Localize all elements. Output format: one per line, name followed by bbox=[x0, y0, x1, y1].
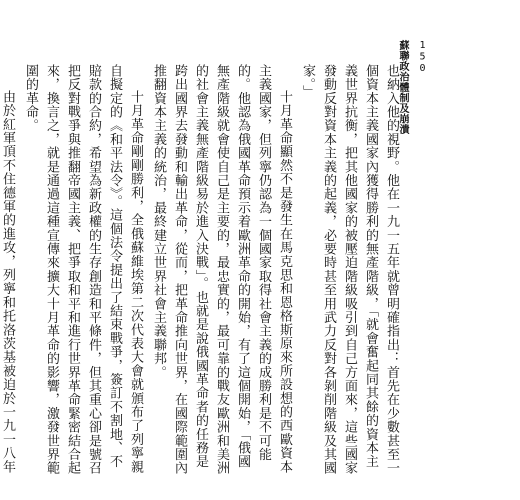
running-head: 蘇聯政治體制及崩潰 bbox=[397, 40, 408, 135]
paragraph-1: 也納入他的視野。他在一九一五年就曾明確指出：首先在少數甚至一個資本主義國家內獲得勝利的無產階級，「就會奮起同其餘的資本主義世界抗衡，把其他國家的被壓迫階級吸引到自己方面來，這些國家發動反對資本主義的起義，必要時甚至用武力反對各剝削階級及其國家。」 bbox=[300, 64, 399, 475]
paragraph-4: 由於紅軍頂不住德軍的進攻，列寧和托洛茨基被迫於一九一八年 bbox=[0, 90, 15, 474]
page-number: 150 bbox=[417, 40, 428, 75]
body-text bbox=[0, 64, 402, 478]
paragraph-2: 十月革命顯然不是發生在馬克思和恩格斯原來所設想的西歐資本主義國家，但列寧仍認為一個國家取得社會主義的成勝利是不可能的。他認為俄國革命預示着歐洲革命的開始，有了這個開始，「俄國無產階級就會使自己是主要的，最忠實的，最可靠的戰友歐洲和美洲的社會主義無產階級易於進入決戰」。也就是說俄國革命者的任務是跨出國界去發動和輸出革命，從而，把革命推向世界，在國際範圍內推翻資本主義的統治，最終建立世界社會主義聯邦。 bbox=[151, 64, 292, 475]
paragraph-3: 十月革命剛剛勝利，全俄蘇維埃第二次代表大會就頒布了列寧親自擬定的《和平法令》。這個法令提出了結束戰爭，簽訂不割地、不賠款的合約，希望為新政權的生存創造和平條件，但其重心卻是號召把反對戰爭與推翻帝國主義、把爭取和平和進行世界革命緊密結合起來，換言之，就是通過這種宣傳來擴大十月革命的影響，激發世界範圍的革命。 bbox=[23, 64, 143, 475]
